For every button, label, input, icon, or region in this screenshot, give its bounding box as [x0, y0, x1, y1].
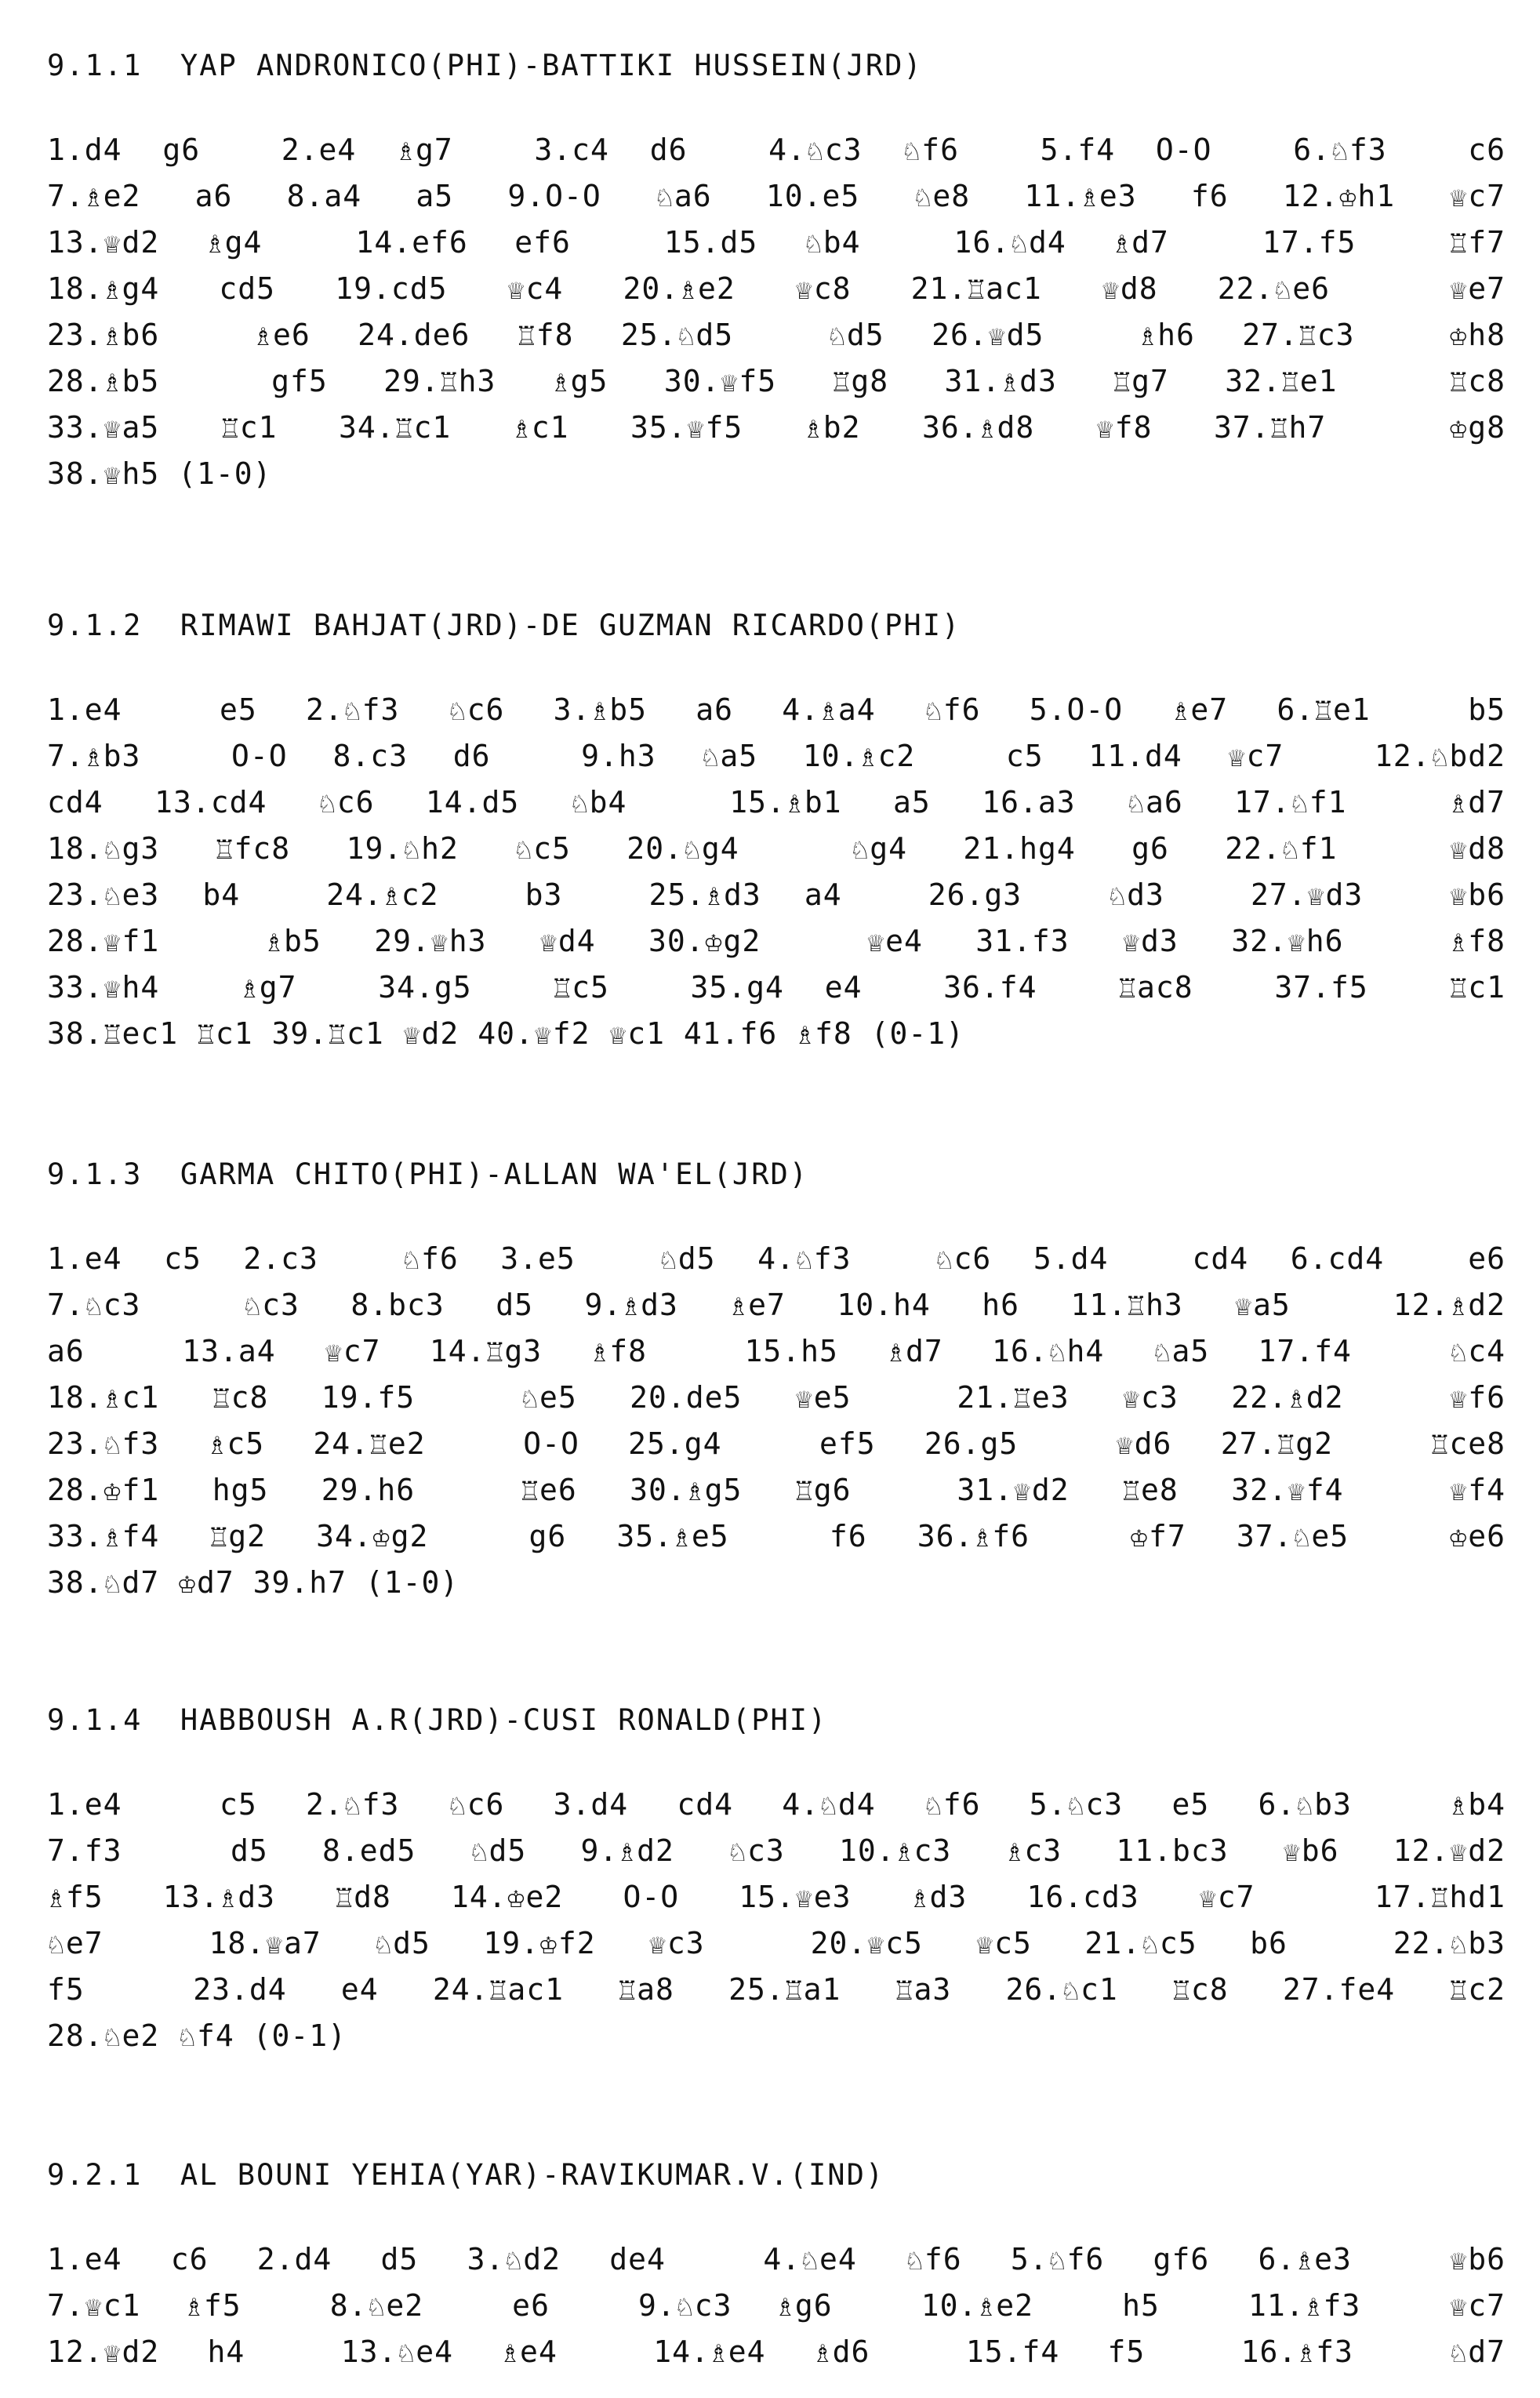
- game-9-1-1: [47, 49, 1505, 497]
- move-line: 33.♕h4 ♗g7 34.g5 ♖c5 35.g4 e4 36.f4 ♖ac8 37.f5 ♖c1: [47, 970, 1505, 1005]
- move-line: 1.d4 g6 2.e4 ♗g7 3.c4 d6 4.♘c3 ♘f6 5.f4 O-O 6.♘f3 c6: [47, 133, 1505, 167]
- move-line-result: 38.♖ec1 ♖c1 39.♖c1 ♕d2 40.♕f2 ♕c1 41.f6 ♗f8 (0-1): [47, 1016, 965, 1051]
- move-line: 1.e4 c5 2.♘f3 ♘c6 3.d4 cd4 4.♘d4 ♘f6 5.♘c3 e5 6.♘b3 ♗b4: [47, 1787, 1505, 1822]
- move-line: f5 23.d4 e4 24.♖ac1 ♖a8 25.♖a1 ♖a3 26.♘c1 ♖c8 27.fe4 ♖c2: [47, 1972, 1505, 2007]
- move-line: cd4 13.cd4 ♘c6 14.d5 ♘b4 15.♗b1 a5 16.a3 ♘a6 17.♘f1 ♗d7: [47, 785, 1505, 819]
- game-title: 9.1.1 YAP ANDRONICO(PHI)-BATTIKI HUSSEIN(JRD): [47, 49, 923, 82]
- move-line: a6 13.a4 ♕c7 14.♖g3 ♗f8 15.h5 ♗d7 16.♘h4 ♘a5 17.f4 ♘c4: [47, 1334, 1505, 1368]
- move-list: [47, 1782, 1505, 2059]
- move-line: 1.e4 c6 2.d4 d5 3.♘d2 de4 4.♘e4 ♘f6 5.♘f6 gf6 6.♗e3 ♕b6: [47, 2242, 1505, 2276]
- move-list: [47, 2236, 1505, 2375]
- move-line: 23.♘f3 ♗c5 24.♖e2 O-O 25.g4 ef5 26.g5 ♕d6 27.♖g2 ♖ce8: [47, 1426, 1505, 1461]
- game-title: 9.1.2 RIMAWI BAHJAT(JRD)-DE GUZMAN RICARDO(PHI): [47, 609, 961, 642]
- game-title: 9.1.4 HABBOUSH A.R(JRD)-CUSI RONALD(PHI): [47, 1703, 828, 1737]
- move-list: [47, 1236, 1505, 1606]
- game-9-2-1: [47, 2158, 1505, 2375]
- move-line-result: 38.♕h5 (1-0): [47, 456, 272, 491]
- move-line: 1.e4 e5 2.♘f3 ♘c6 3.♗b5 a6 4.♗a4 ♘f6 5.O-O ♗e7 6.♖e1 b5: [47, 692, 1505, 727]
- move-line-result: 28.♘e2 ♘f4 (0-1): [47, 2018, 347, 2053]
- game-title: 9.1.3 GARMA CHITO(PHI)-ALLAN WA'EL(JRD): [47, 1157, 809, 1191]
- move-line: 33.♕a5 ♖c1 34.♖c1 ♗c1 35.♕f5 ♗b2 36.♗d8 ♕f8 37.♖h7 ♔g8: [47, 410, 1505, 445]
- move-line: 18.♘g3 ♖fc8 19.♘h2 ♘c5 20.♘g4 ♘g4 21.hg4 g6 22.♘f1 ♕d8: [47, 831, 1505, 866]
- move-line: 18.♗g4 cd5 19.cd5 ♕c4 20.♗e2 ♕c8 21.♖ac1 ♕d8 22.♘e6 ♕e7: [47, 271, 1505, 306]
- move-line: 28.♕f1 ♗b5 29.♕h3 ♕d4 30.♔g2 ♕e4 31.f3 ♕d3 32.♕h6 ♗f8: [47, 924, 1505, 958]
- game-9-1-3: [47, 1157, 1505, 1606]
- move-line: 12.♕d2 h4 13.♘e4 ♗e4 14.♗e4 ♗d6 15.f4 f5 16.♗f3 ♘d7: [47, 2334, 1505, 2369]
- move-line: 7.♕c1 ♗f5 8.♘e2 e6 9.♘c3 ♗g6 10.♗e2 h5 11.♗f3 ♕c7: [47, 2288, 1505, 2323]
- move-line: 7.♘c3 ♘c3 8.bc3 d5 9.♗d3 ♗e7 10.h4 h6 11.♖h3 ♕a5 12.♗d2: [47, 1288, 1505, 1322]
- move-line: 13.♕d2 ♗g4 14.ef6 ef6 15.d5 ♘b4 16.♘d4 ♗d7 17.f5 ♖f7: [47, 225, 1505, 260]
- move-line: 33.♗f4 ♖g2 34.♔g2 g6 35.♗e5 f6 36.♗f6 ♔f7 37.♘e5 ♔e6: [47, 1519, 1505, 1553]
- move-line: ♘e7 18.♕a7 ♘d5 19.♔f2 ♕c3 20.♕c5 ♕c5 21.♘c5 b6 22.♘b3: [47, 1926, 1505, 1960]
- move-line: ♗f5 13.♗d3 ♖d8 14.♔e2 O-O 15.♕e3 ♗d3 16.cd3 ♕c7 17.♖hd1: [47, 1880, 1505, 1914]
- game-9-1-2: [47, 609, 1505, 1057]
- move-list: [47, 687, 1505, 1057]
- move-line: 7.f3 d5 8.ed5 ♘d5 9.♗d2 ♘c3 10.♗c3 ♗c3 11.bc3 ♕b6 12.♕d2: [47, 1833, 1505, 1868]
- move-line: 7.♗b3 O-O 8.c3 d6 9.h3 ♘a5 10.♗c2 c5 11.d4 ♕c7 12.♘bd2: [47, 739, 1505, 773]
- game-9-1-4: [47, 1703, 1505, 2059]
- move-line: 23.♘e3 b4 24.♗c2 b3 25.♗d3 a4 26.g3 ♘d3 27.♕d3 ♕b6: [47, 877, 1505, 912]
- move-line: 1.e4 c5 2.c3 ♘f6 3.e5 ♘d5 4.♘f3 ♘c6 5.d4 cd4 6.cd4 e6: [47, 1241, 1505, 1276]
- game-title: 9.2.1 AL BOUNI YEHIA(YAR)-RAVIKUMAR.V.(IND): [47, 2158, 885, 2192]
- move-line: 28.♔f1 hg5 29.h6 ♖e6 30.♗g5 ♖g6 31.♕d2 ♖e8 32.♕f4 ♕f4: [47, 1473, 1505, 1507]
- move-list: [47, 127, 1505, 497]
- move-line: 28.♗b5 gf5 29.♖h3 ♗g5 30.♕f5 ♖g8 31.♗d3 ♖g7 32.♖e1 ♖c8: [47, 364, 1505, 398]
- move-line: 18.♗c1 ♖c8 19.f5 ♘e5 20.de5 ♕e5 21.♖e3 ♕c3 22.♗d2 ♕f6: [47, 1380, 1505, 1415]
- move-line: 7.♗e2 a6 8.a4 a5 9.O-O ♘a6 10.e5 ♘e8 11.♗e3 f6 12.♔h1 ♕c7: [47, 179, 1505, 213]
- move-line: 23.♗b6 ♗e6 24.de6 ♖f8 25.♘d5 ♘d5 26.♕d5 ♗h6 27.♖c3 ♔h8: [47, 318, 1505, 352]
- move-line-result: 38.♘d7 ♔d7 39.h7 (1-0): [47, 1565, 459, 1600]
